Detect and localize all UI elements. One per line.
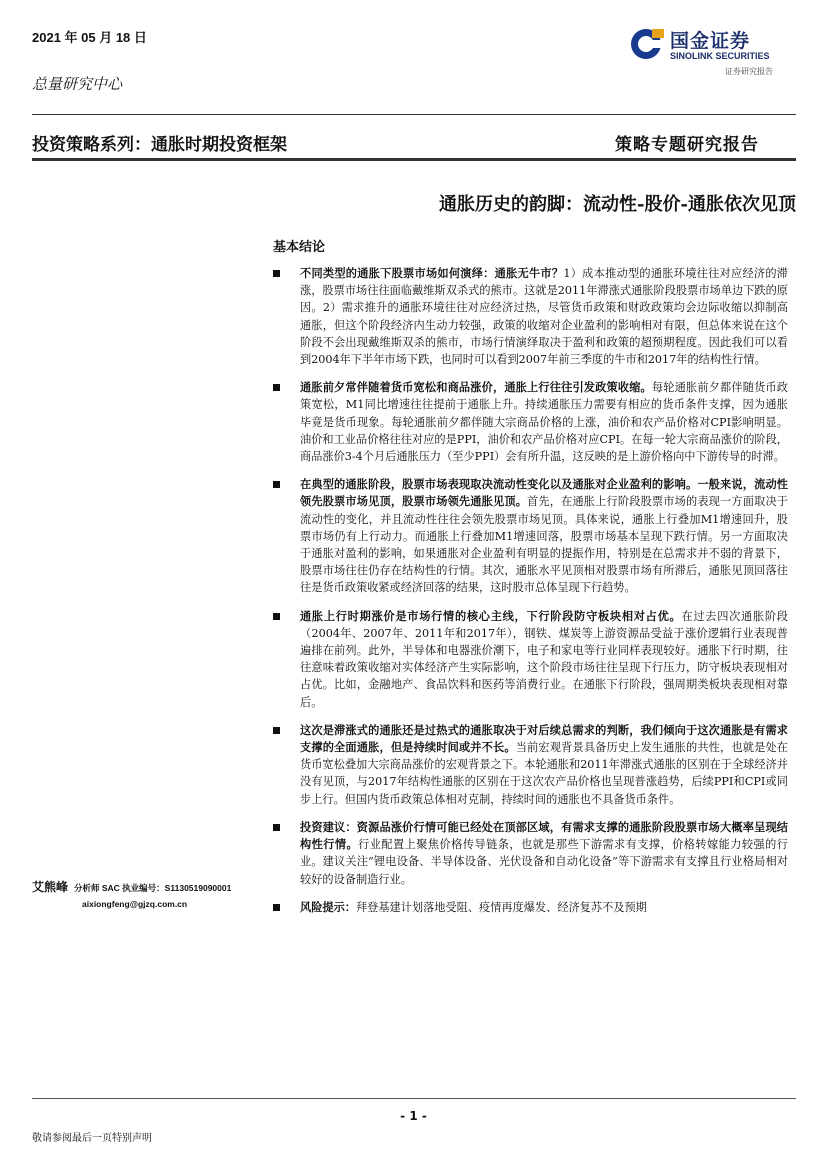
footer-disclaimer: 敬请参阅最后一页特别声明 bbox=[32, 1133, 152, 1144]
list-item bbox=[273, 608, 788, 711]
bullet-lead: 风险提示： bbox=[300, 900, 356, 914]
header-rule bbox=[32, 114, 796, 115]
author-block bbox=[32, 876, 264, 909]
logo-english: SINOLINK SECURITIES bbox=[670, 51, 770, 61]
bullet-lead: 这次是滞涨式的通胀还是过热式的通胀取决于对后续总需求的判断，我们倾向于这次通胀是有需求支撑的全面通胀，但是持续时间或并不长。 bbox=[300, 723, 788, 755]
bullet-lead: 通胀上行时期涨价是市场行情的核心主线，下行阶段防守板块相对占优。 bbox=[300, 609, 682, 623]
bullet-square-icon bbox=[273, 824, 280, 831]
logo-subtitle: 证券研究报告 bbox=[725, 67, 773, 76]
logo-mark-icon bbox=[630, 26, 666, 62]
list-item bbox=[273, 379, 788, 465]
bullet-body: 行业配置上聚焦价格传导链条，也就是那些下游需求有支撑，价格转嫁能力较强的行业。建议关注“锂电设备、半导体设备、光伏设备和自动化设备”等下游需求有支撑且行业格局相对较好的设备制造行业。 bbox=[300, 838, 788, 886]
list-item bbox=[273, 476, 788, 596]
section-heading: 基本结论 bbox=[273, 240, 326, 255]
author-sac: 分析师 SAC 执业编号：S1130519090001 bbox=[74, 883, 232, 893]
bullet-body: 每轮通胀前夕都伴随货币政策宽松，M1同比增速往往提前于通胀上升。持续通胀压力需要有相应的货币条件支撑，因为通胀毕竟是货币现象。每轮通胀前夕都伴随大宗商品价格的上涨，油价和农产品价格对CPI影响明显。油价和工业品价格往往对应的是PPI，油价和农产品价格对应CPI。在每一轮大宗商品涨价的阶段，商品涨价3-4个月后通胀压力（至少PPI）会有所升温，这反映的是上游价格向中下游传导的时滞。 bbox=[300, 381, 788, 464]
bullet-lead: 不同类型的通胀下股票市场如何演绎：通胀无牛市？ bbox=[300, 267, 564, 280]
page-number: - 1 - bbox=[400, 1109, 427, 1123]
bullet-square-icon bbox=[273, 481, 280, 488]
company-logo bbox=[630, 24, 795, 78]
department: 总量研究中心 bbox=[32, 75, 123, 93]
bullet-square-icon bbox=[273, 613, 280, 620]
bullet-body: 1）成本推动型的通胀环境往往对应经济的滞涨，股票市场往往面临戴维斯双杀式的熊市。这就是2011年滞涨式通胀阶段股票市场单边下跌的原因。2）需求推升的通胀环境往往对应经济过热，尽管货币政策和财政政策均会边际收缩以抑制高通胀，但这个阶段经济内生动力较强，政策的收缩对企业盈利的影响相对有限，但总体来说在这个阶段不会出现戴维斯双杀的熊市，市场行情演绎取决于盈利和政策的超预期程度。因此我们可以看到2004年下半年市场下跌，也同时可以看到2007年前三季度的牛市和2017年的结构性行情。 bbox=[300, 267, 788, 367]
bullet-body: 在过去四次通胀阶段（2004年、2007年、2011年和2017年），钢铁、煤炭等上游资源品受益于涨价逻辑行业表现普遍排在前列。此外，半导体和电器涨价潮下，电子和家电等行业同样表现较好。通胀下行时期，往往意味着政策收缩对实体经济产生实际影响，这个阶段市场往往呈现下行压力，防守板块表现相对占优。比如，金融地产、食品饮料和医药等消费行业。在通胀下行阶段，强周期类板块表现相对靠后。 bbox=[300, 609, 788, 709]
bullet-body: 拜登基建计划落地受阻、疫情再度爆发、经济复苏不及预期 bbox=[355, 900, 647, 914]
author-name: 艾熊峰 bbox=[32, 880, 69, 894]
bullet-lead: 在典型的通胀阶段，股票市场表现取决流动性变化以及通胀对企业盈利的影响。一般来说，流动性领先股票市场见顶，股票市场领先通胀见顶。 bbox=[300, 478, 788, 509]
bullet-body: 首先，在通胀上行阶段股票市场的表现一方面取决于流动性的变化，并且流动性往往会领先股票市场见顶。具体来说，通胀上行叠加M1增速回升，股票市场仍有上行动力。而通胀上行叠加M1增速回落，股票市场基本呈现下跌行情。另一方面取决于通胀对盈利的影响，如果通胀对企业盈利有明显的提振作用，特别是在总需求并不弱的背景下，股票市场往往仍存在结构性的行情。其次，通胀水平见顶相对股票市场有所滞后，通胀见顶回落往往是货币政策收紧或经济回落的结果，这时股市总体呈现下行趋势。 bbox=[300, 495, 788, 595]
report-type: 策略专题研究报告 bbox=[615, 135, 759, 155]
conclusions-list bbox=[273, 265, 788, 927]
header-rule-thick bbox=[32, 158, 796, 161]
report-date: 2021 年 05 月 18 日 bbox=[32, 30, 147, 45]
author-email[interactable]: aixiongfeng@gjzq.com.cn bbox=[82, 899, 188, 909]
bullet-body: 当前宏观背景具备历史上发生通胀的共性，也就是处在货币宽松叠加大宗商品涨价的宏观背景之下。本轮通胀和2011年滞涨式通胀的区别在于全球经济并没有见顶，与2017年结构性通胀的区别在于这次农产品价格也呈现普涨趋势，后续PPI和CPI或同步上行。但国内货币政策总体相对克制，持续时间的通胀也不具备货币条件。 bbox=[300, 741, 788, 806]
list-item bbox=[273, 819, 788, 888]
list-item bbox=[273, 265, 788, 368]
series-title: 投资策略系列：通胀时期投资框架 bbox=[32, 135, 287, 155]
logo-chinese: 国金证券 bbox=[670, 30, 751, 52]
list-item bbox=[273, 899, 788, 916]
bullet-square-icon bbox=[273, 904, 280, 911]
report-title: 通胀历史的韵脚：流动性-股价-通胀依次见顶 bbox=[439, 194, 796, 215]
bullet-square-icon bbox=[273, 384, 280, 391]
bullet-lead: 投资建议：资源品涨价行情可能已经处在顶部区域，有需求支撑的通胀阶段股票市场大概率呈现结构性行情。 bbox=[300, 820, 788, 852]
list-item bbox=[273, 722, 788, 808]
bullet-square-icon bbox=[273, 270, 280, 277]
bullet-lead: 通胀前夕常伴随着货币宽松和商品涨价，通胀上行往往引发政策收缩。 bbox=[300, 381, 652, 395]
footer-rule bbox=[32, 1098, 796, 1099]
bullet-square-icon bbox=[273, 727, 280, 734]
